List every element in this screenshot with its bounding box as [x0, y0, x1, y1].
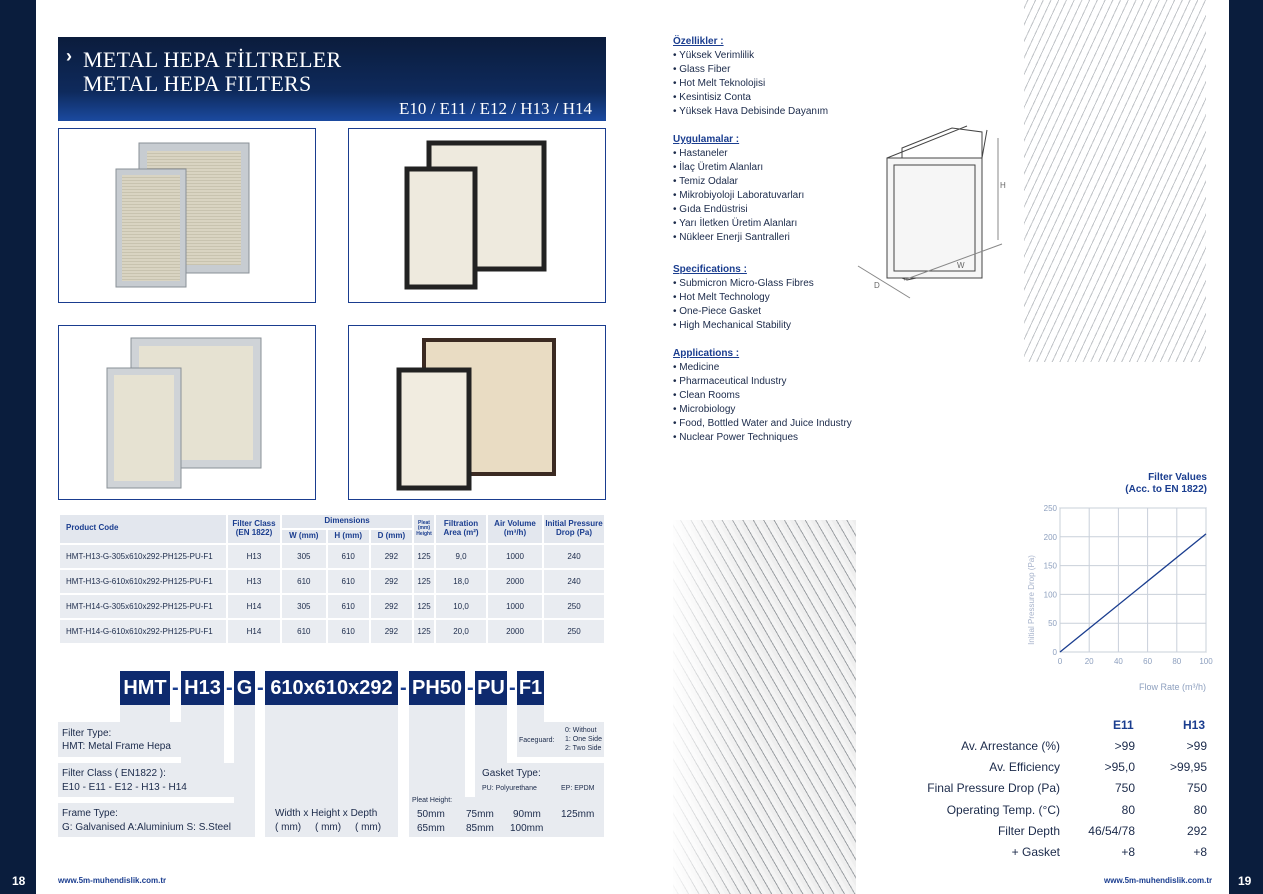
chart-xtick-label: 0 [1057, 657, 1063, 666]
th-filter-class: Filter Class (EN 1822) [228, 515, 280, 543]
values-row-label: Final Pressure Drop (Pa) [927, 781, 1060, 796]
list-item: • Medicine [673, 362, 720, 373]
pleat-90: 90mm [513, 809, 541, 820]
values-row-h13: 750 [1186, 781, 1207, 796]
page-number-left: 18 [12, 874, 26, 888]
code-dash: - [226, 677, 233, 699]
chart-title-block [1125, 472, 1207, 496]
values-row [900, 778, 1210, 799]
filter-black-frame-image [349, 129, 605, 302]
pleat-texture-image-bottom [673, 520, 856, 894]
values-row-h13: 292 [1186, 823, 1207, 838]
chart-xtick-label: 20 [1084, 657, 1094, 666]
chart-xtick-label: 60 [1143, 657, 1153, 666]
chart-ytick-label: 200 [1043, 532, 1057, 542]
values-row [900, 842, 1210, 863]
values-row-h13: +8 [1193, 845, 1207, 859]
filter-dimension-diagram [852, 118, 1017, 308]
col-h13: H13 [1183, 718, 1206, 732]
frame-type-label: Frame Type: [62, 808, 118, 819]
applications-section [673, 347, 852, 445]
dim-h-label: H [1000, 181, 1006, 190]
chart-series-line [1060, 534, 1206, 652]
list-item: • High Mechanical Stability [673, 320, 791, 331]
col-e11: E11 [1113, 718, 1134, 732]
filter-class-value: E10 - E11 - E12 - H13 - H14 [62, 782, 187, 793]
product-photo-3 [58, 325, 316, 500]
uygulamalar-title: Uygulamalar : [673, 134, 740, 145]
values-row-e11: 750 [1114, 781, 1135, 796]
filter-class-label: Filter Class ( EN1822 ): [62, 768, 166, 779]
uygulamalar-section [673, 133, 804, 245]
values-row [900, 821, 1210, 842]
specifications-title: Specifications : [673, 264, 747, 275]
dims-label: Width x Height x Depth [275, 808, 378, 819]
dims-units: ( mm) ( mm) ( mm) [275, 822, 382, 833]
pleat-125: 125mm [561, 809, 595, 820]
product-table [58, 513, 606, 645]
list-item: • Yüksek Verimlilik [673, 50, 755, 61]
chart-xlabel: Flow Rate (m³/h) [1138, 682, 1206, 692]
code-part-faceguard: F1 [517, 671, 544, 705]
th-pleat-height: Pleat (mm) Height [414, 515, 434, 543]
list-item: • Nuclear Power Techniques [673, 432, 799, 443]
values-row-label: Filter Depth [997, 823, 1060, 838]
pleat-65: 65mm [417, 823, 445, 834]
filter-classes: E10 / E11 / E12 / H13 / H14 [399, 99, 592, 118]
th-d: D (mm) [371, 530, 412, 543]
specifications-section [673, 263, 814, 333]
pleat-100: 100mm [510, 823, 544, 834]
th-air-volume: Air Volume (m³/h) [488, 515, 542, 543]
code-part-class: H13 [181, 671, 224, 705]
code-dash: - [400, 677, 407, 699]
pleat-50: 50mm [417, 809, 445, 820]
code-dash: - [257, 677, 264, 699]
gasket-ep: EP: EPDM [561, 785, 595, 792]
code-dash: - [172, 677, 179, 699]
values-row-e11: 46/54/78 [1088, 823, 1135, 838]
title-banner [58, 37, 606, 121]
product-photo-2 [348, 128, 606, 303]
values-row-h13: >99,95 [1169, 760, 1207, 775]
gasket-pu: PU: Polyurethane [482, 785, 537, 792]
ozellikler-title: Özellikler : [673, 36, 724, 47]
values-row [900, 736, 1210, 757]
list-item: • Gıda Endüstrisi [673, 204, 748, 215]
values-row-label: Av. Efficiency [989, 760, 1060, 775]
th-filtration-area: Filtration Area (m²) [436, 515, 486, 543]
values-row [900, 757, 1210, 778]
list-item: • Yüksek Hava Debisinde Dayanım [673, 106, 829, 117]
pleat-texture-image-top [1024, 0, 1206, 362]
applications-title: Applications : [673, 348, 740, 359]
dim-d-label: D [874, 281, 880, 290]
page-number-right: 19 [1238, 874, 1252, 888]
pleat-85: 85mm [466, 823, 494, 834]
code-part-hmt: HMT [120, 671, 170, 705]
chart-xtick-label: 80 [1172, 657, 1182, 666]
th-h: H (mm) [328, 530, 369, 543]
chart-title: Filter Values [1148, 472, 1207, 483]
list-item: • Mikrobiyoloji Laboratuvarları [673, 190, 805, 201]
chart-ytick-label: 50 [1048, 619, 1057, 629]
title-english: METAL HEPA FILTERS [83, 71, 312, 96]
faceguard-opt-2: 2: Two Side [565, 745, 602, 752]
list-item: • Submicron Micro-Glass Fibres [673, 278, 814, 289]
faceguard-opt-0: 0: Without [565, 727, 597, 734]
left-edge-bar [0, 0, 36, 894]
code-part-dims: 610x610x292 [265, 671, 398, 705]
values-row-label: Av. Arrestance (%) [961, 739, 1060, 753]
product-photo-4 [348, 325, 606, 500]
chart-ytick-label: 250 [1043, 504, 1057, 513]
chart-ytick-label: 0 [1052, 648, 1057, 657]
chart-ytick-label: 100 [1043, 590, 1057, 600]
values-row-e11: >95,0 [1104, 760, 1135, 775]
list-item: • One-Piece Gasket [673, 306, 761, 317]
list-item: • Hot Melt Teknolojisi [673, 78, 766, 89]
filter-type-label: Filter Type: [62, 728, 112, 739]
right-edge-bar [1229, 0, 1263, 894]
faceguard-label: Faceguard: [519, 737, 555, 744]
frame-type-value: G: Galvanised A:Aluminium S: S.Steel [62, 822, 231, 833]
chart-ylabel: Initial Pressure Drop (Pa) [1027, 555, 1036, 645]
title-turkish: METAL HEPA FİLTRELER [83, 47, 342, 72]
url-left[interactable]: www.5m-muhendislik.com.tr [58, 876, 167, 885]
list-item: • Yarı İletken Üretim Alanları [673, 218, 798, 229]
th-w: W (mm) [282, 530, 326, 543]
th-dimensions: Dimensions [282, 515, 412, 528]
code-dash: - [467, 677, 474, 699]
values-row [900, 800, 1210, 821]
table-row: HMT-H13-G-305x610x292-PH125-PU-F1 H13 305 610 292 125 9,0 1000 240 [60, 545, 604, 568]
values-row-label: + Gasket [1011, 845, 1060, 859]
chart-subtitle: (Acc. to EN 1822) [1125, 484, 1207, 495]
table-row: HMT-H14-G-305x610x292-PH125-PU-F1 H14 305 610 292 125 10,0 1000 250 [60, 595, 604, 618]
code-dash: - [509, 677, 516, 699]
filter-steel-image [59, 326, 315, 499]
pleat-label: Pleat Height: [412, 797, 453, 804]
list-item: • Temiz Odalar [673, 176, 739, 187]
filter-type-value: HMT: Metal Frame Hepa [62, 741, 171, 752]
chart-ytick-label: 150 [1043, 561, 1057, 571]
url-right[interactable]: www.5m-muhendislik.com.tr [1104, 876, 1213, 885]
values-row-h13: >99 [1186, 739, 1207, 753]
product-photo-1 [58, 128, 316, 303]
faceguard-opt-1: 1: One Side [565, 736, 602, 743]
gasket-label: Gasket Type: [482, 768, 541, 779]
list-item: • Food, Bottled Water and Juice Industry [673, 418, 852, 429]
list-item: • Hastaneler [673, 148, 728, 159]
table-row: HMT-H14-G-610x610x292-PH125-PU-F1 H14 610 610 292 125 20,0 2000 250 [60, 620, 604, 643]
list-item: • Nükleer Enerji Santralleri [673, 232, 790, 243]
pleat-75: 75mm [466, 809, 494, 820]
filter-gasket-image [349, 326, 605, 499]
values-row-e11: >99 [1114, 739, 1135, 753]
ozellikler-section [673, 35, 828, 119]
chart-frame [1060, 508, 1206, 652]
th-product-code: Product Code [60, 515, 226, 543]
values-row-e11: 80 [1121, 802, 1135, 817]
th-pressure-drop: Initial Pressure Drop (Pa) [544, 515, 604, 543]
filter-aluminium-image [59, 129, 315, 302]
list-item: • Glass Fiber [673, 64, 731, 75]
code-part-frame: G [234, 671, 255, 705]
chevron-right-icon: › [66, 46, 72, 66]
table-row: HMT-H13-G-610x610x292-PH125-PU-F1 H13 610 610 292 125 18,0 2000 240 [60, 570, 604, 593]
list-item: • Clean Rooms [673, 390, 740, 401]
code-part-pleat: PH50 [409, 671, 465, 705]
list-item: • Hot Melt Technology [673, 292, 770, 303]
list-item: • Microbiology [673, 404, 736, 415]
chart-xtick-label: 40 [1113, 657, 1123, 666]
list-item: • Pharmaceutical Industry [673, 376, 787, 387]
code-part-gasket: PU [475, 671, 507, 705]
chart-xtick-label: 100 [1199, 657, 1213, 666]
dim-w-label: W [957, 261, 965, 270]
list-item: • İlaç Üretim Alanları [673, 162, 764, 173]
values-row-label: Operating Temp. (°C) [946, 802, 1060, 817]
list-item: • Kesintisiz Conta [673, 92, 751, 103]
filter-values-chart [1020, 500, 1215, 700]
values-row-h13: 80 [1193, 802, 1207, 817]
values-row-e11: +8 [1121, 845, 1135, 859]
